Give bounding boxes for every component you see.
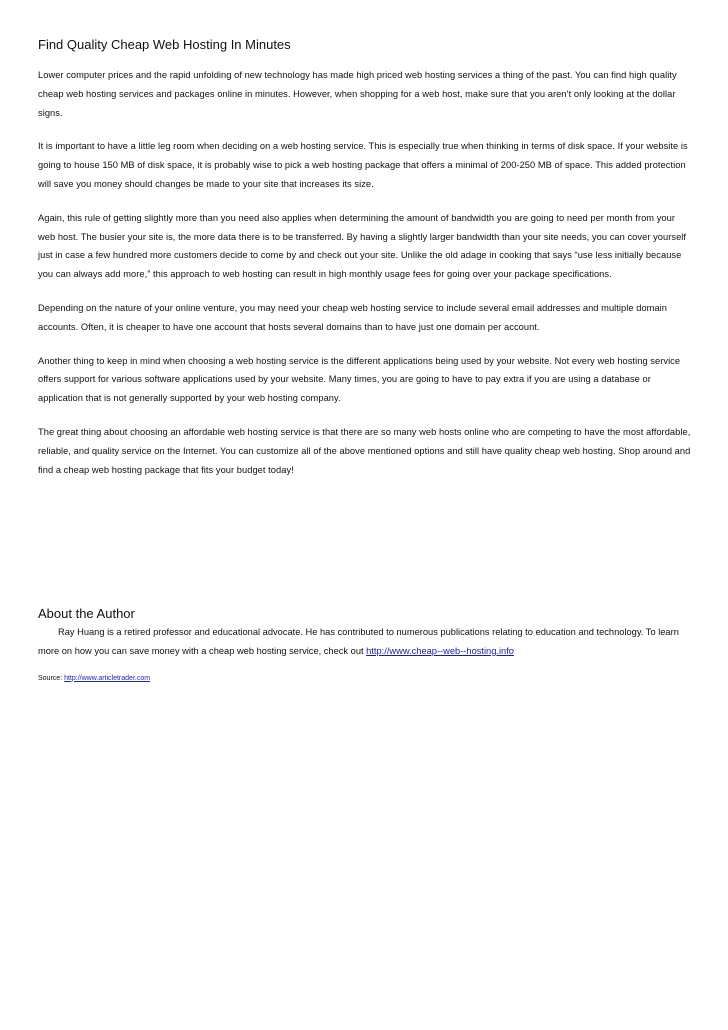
source-label: Source: <box>38 674 65 682</box>
article-title: Find Quality Cheap Web Hosting In Minutes <box>38 37 291 52</box>
source-line <box>38 673 692 685</box>
author-heading: About the Author <box>38 606 135 621</box>
author-bio <box>38 623 692 661</box>
article-paragraph-1: Lower computer prices and the rapid unfolding of new technology has made high priced web hosting services a thing of the past. You can find high quality cheap web hosting services and packages online in minutes. However, when shopping for a web host, make sure that you aren’t only looking at the dollar signs. <box>38 70 677 118</box>
article-paragraph-4: Depending on the nature of your online venture, you may need your cheap web hosting service to include several email addresses and multiple domain accounts. Often, it is cheaper to have one account that hosts several domains than to have just one domain per account. <box>38 302 668 332</box>
article-paragraph-6: The great thing about choosing an affordable web hosting service is that there are so many web hosts online who are competing to have the most affordable, reliable, and quality service on the Internet. You can customize all of the above mentioned options and still have quality cheap web hosting. Shop around and find a cheap web hosting package that fits your budget today! <box>38 426 691 475</box>
author-website-link[interactable]: http://www.cheap--web--hosting.info <box>366 645 514 656</box>
about-the-author <box>38 605 692 685</box>
article-paragraph-2: It is important to have a little leg room when deciding on a web hosting service. This is especially true when thinking in terms of disk space. If your website is going to house 150 MB of disk space, it is probably wise to pick a web hosting package that offers a minimal of 200-250 MB of space. This added protection will save you money should changes be made to your site that increases its size. <box>38 141 688 189</box>
source-link[interactable]: http://www.articletrader.com <box>64 674 151 682</box>
article-body <box>38 36 692 494</box>
article-paragraph-5: Another thing to keep in mind when choosing a web hosting service is the different applications being used by your website. Not every web hosting service offers support for various software applications used by your website. Many times, you are going to have to pay extra if you are using a database or application that is not generally supported by your web hosting company. <box>38 355 681 404</box>
author-bio-text: Ray Huang is a retired professor and educational advocate. He has contributed to numerous publications relating to education and technology. To learn more on how you can save money with a cheap web hosting service, check out <box>38 627 679 656</box>
article-paragraph-3: Again, this rule of getting slightly more than you need also applies when determining the amount of bandwidth you are going to need per month from your web host. The busier your site is, the more data there is to be transferred. By having a slightly larger bandwidth than your site needs, you can cover yourself just in case a few hundred more customers decide to come by and check out your site. Unlike the old adage in cooking that says “use less initially because you can always add more,” this approach to web hosting can result in high monthly usage fees for going over your package specifications. <box>38 212 687 280</box>
